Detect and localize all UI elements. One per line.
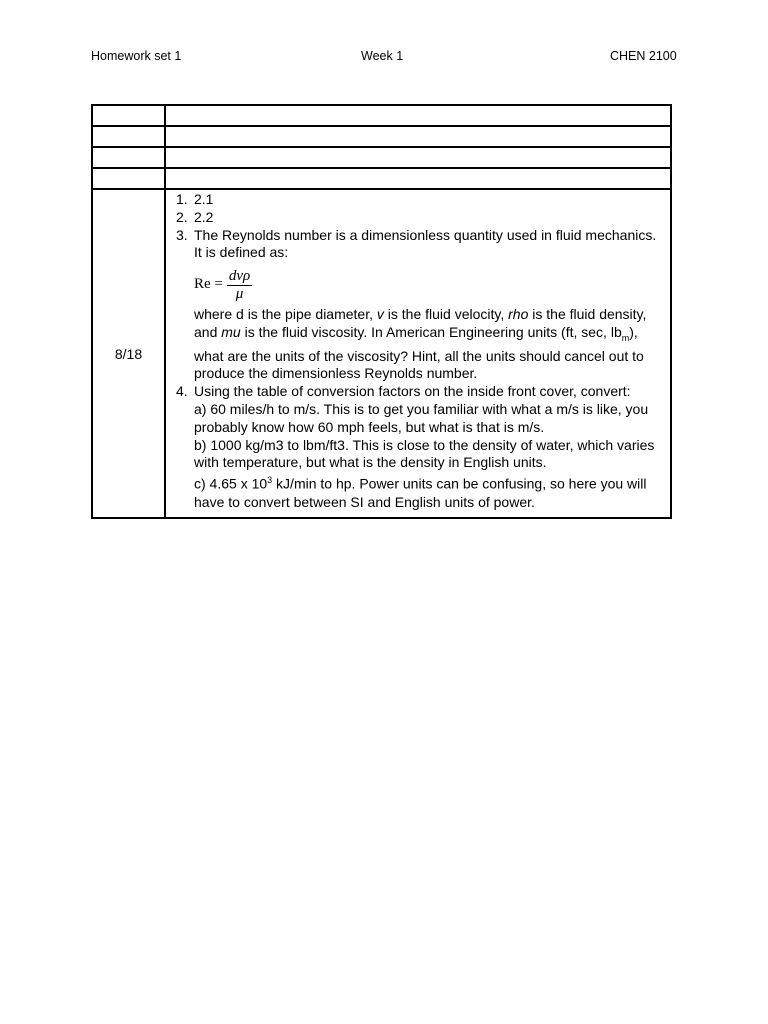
list-item [172,383,664,511]
content-cell [165,189,671,518]
part-b: b) 1000 kg/m3 to lbm/ft3. This is close to the density of water, which varies with temperature, but what is the density in English units. [194,436,655,471]
item-3-explanation [194,306,664,383]
item-number: 3. [176,226,188,243]
table-row [92,147,671,168]
content-cell [165,126,671,147]
italic-mu: mu [221,323,241,340]
text-span: c) 4.65 x 10 [194,475,268,492]
list-item [172,191,664,209]
item-text: 2.1 [194,191,214,207]
content-cell [165,105,671,126]
item-number: 1. [176,191,188,207]
homework-table [91,104,672,519]
header-course-set: Homework set 1 [91,49,182,63]
table-row [92,168,671,189]
table-row [92,105,671,126]
list-item [172,209,664,227]
item-number: 4. [176,383,188,400]
text-span: is the fluid density, and [194,306,647,340]
item-text: The Reynolds number is a dimensionless quantity used in fluid mechanics. It is defined as: [194,226,657,261]
subscript-m: m [621,332,630,343]
italic-v: v [376,306,384,323]
date-cell: 8/18 [92,189,165,518]
date-cell [92,168,165,189]
superscript-3: 3 [267,475,273,486]
text-span: kJ/min to hp. Power units can be confusing, so here you will have to convert between SI and English units of power. [194,475,647,510]
text-span: where d is the pipe diameter, [194,306,377,323]
date-cell [92,105,165,126]
text-span: is the fluid velocity, [383,306,509,323]
header-week: Week 1 [361,49,404,63]
formula-lhs: Re = [194,276,223,293]
reynolds-formula [194,266,664,304]
formula-fraction [227,268,252,303]
italic-rho: rho [508,306,529,323]
table-row [92,126,671,147]
list-item [172,227,664,384]
item-text: Using the table of conversion factors on the inside front cover, convert: [194,383,631,400]
text-span: is the fluid viscosity. In American Engineering units (ft, sec, lb [240,323,622,340]
formula-numerator: dvρ [228,267,251,284]
header-course-code: CHEN 2100 [610,49,677,63]
date-cell [92,126,165,147]
part-a: a) 60 miles/h to m/s. This is to get you familiar with what a m/s is like, you probably know how 60 mph feels, but what is that is m/s. [194,400,649,435]
item-text: 2.2 [194,208,214,225]
formula-denominator: μ [235,285,244,302]
content-cell [165,168,671,189]
part-c [194,472,664,511]
table-row [92,189,671,518]
text-span: ), what are the units of the viscosity? Hint, all the units should cancel out to produce the dimensionless Reynolds number. [194,323,644,382]
content-cell [165,147,671,168]
date-cell [92,147,165,168]
item-number: 2. [176,208,188,225]
